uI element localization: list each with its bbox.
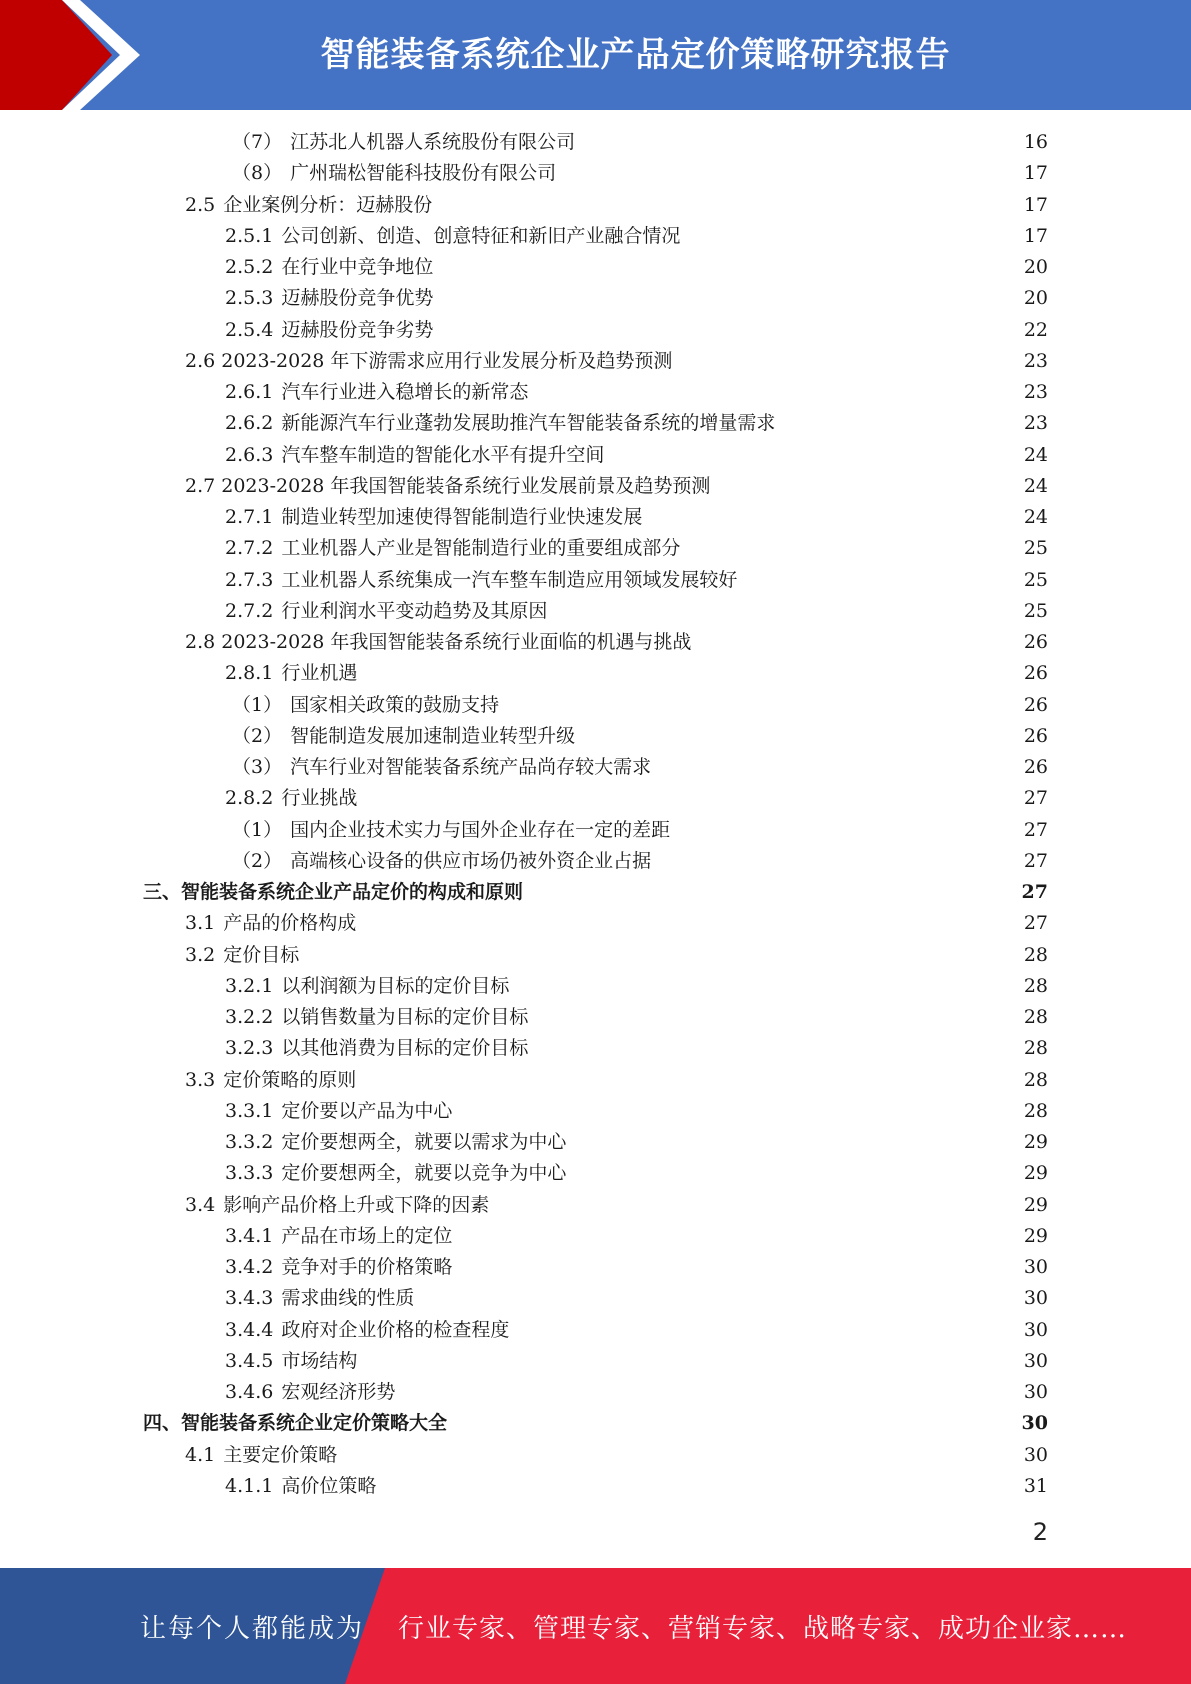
toc-dot-leader (672, 815, 1022, 846)
toc-entry[interactable] (143, 1408, 1048, 1439)
toc-dot-leader (712, 471, 1021, 502)
toc-entry[interactable] (185, 471, 1048, 502)
toc-dot-leader (454, 1096, 1021, 1127)
document-title: 智能装备系统企业产品定价策略研究报告 (320, 35, 951, 75)
toc-dot-leader (358, 908, 1022, 939)
toc-dot-leader (339, 1440, 1022, 1471)
toc-entry-page: 30 (1023, 1443, 1048, 1466)
toc-entry-page: 28 (1023, 1068, 1048, 1091)
toc-dot-leader (511, 971, 1021, 1002)
toc-dot-leader (416, 1283, 1021, 1314)
toc-dot-leader (359, 783, 1021, 814)
toc-entry-number: 3.4.3 (225, 1287, 274, 1310)
toc-entry[interactable] (225, 1315, 1048, 1346)
toc-entry-page: 26 (1023, 724, 1048, 747)
toc-entry-number: 3.4.4 (225, 1318, 274, 1341)
toc-entry-label: 以其他消费为目标的定价目标 (281, 1037, 529, 1060)
toc-entry-page: 27 (1023, 818, 1048, 841)
toc-entry-number: 3.4.6 (225, 1381, 274, 1403)
toc-entry[interactable] (185, 908, 1048, 939)
toc-dot-leader (606, 440, 1021, 471)
toc-entry-label: 迈赫股份竞争优势 (281, 287, 434, 310)
toc-dot-leader (491, 1190, 1022, 1221)
toc-entry[interactable] (232, 690, 1048, 721)
toc-entry-page: 30 (1021, 1412, 1048, 1435)
toc-entry[interactable] (225, 408, 1048, 439)
toc-entry-number: （8） (232, 162, 283, 185)
toc-entry-number: 3.3.1 (225, 1099, 274, 1122)
toc-entry-label: 2.6 2023-2028 年下游需求应用行业发展分析及趋势预测 (185, 349, 673, 372)
toc-entry-label: 政府对企业价格的检查程度 (281, 1318, 510, 1341)
toc-dot-leader (378, 1471, 1021, 1502)
toc-dot-leader (558, 158, 1022, 189)
toc-entry-page: 26 (1023, 662, 1048, 685)
toc-dot-leader (501, 690, 1022, 721)
toc-entry-number: 3.3.3 (225, 1162, 274, 1185)
toc-entry-label: 以销售数量为目标的定价目标 (281, 1006, 529, 1028)
toc-entry[interactable] (232, 127, 1048, 158)
toc-entry[interactable] (225, 1283, 1048, 1314)
toc-entry-label: 行业利润水平变动趋势及其原因 (281, 599, 548, 622)
toc-entry-label: 新能源汽车行业蓬勃发展助推汽车智能装备系统的增量需求 (281, 412, 776, 435)
toc-entry-number: 3.2.3 (225, 1037, 274, 1060)
toc-entry-label: 市场结构 (281, 1349, 358, 1372)
toc-entry-page: 30 (1023, 1256, 1048, 1278)
toc-dot-leader (682, 533, 1021, 564)
toc-dot-leader (449, 1408, 1020, 1439)
toc-entry-page: 17 (1023, 193, 1048, 216)
toc-dot-leader (525, 877, 1020, 908)
toc-entry-label: 2.8 2023-2028 年我国智能装备系统行业面临的机遇与挑战 (185, 631, 692, 653)
toc-dot-leader (358, 1065, 1022, 1096)
toc-entry[interactable] (225, 440, 1048, 471)
toc-entry-number: 2.6.3 (225, 443, 274, 466)
toc-entry[interactable] (185, 346, 1048, 377)
toc-entry[interactable] (143, 877, 1048, 908)
toc-entry-label: 以利润额为目标的定价目标 (281, 974, 510, 997)
toc-entry-label: 影响产品价格上升或下降的因素 (223, 1193, 490, 1216)
header-arrow-decoration (0, 0, 150, 110)
toc-entry-page: 28 (1023, 943, 1048, 966)
toc-entry-number: 2.7.1 (225, 506, 274, 528)
toc-entry-number: 3.3 (185, 1068, 216, 1091)
toc-entry-label: 工业机器人系统集成一汽车整车制造应用领域发展较好 (281, 568, 738, 591)
toc-entry-page: 22 (1023, 318, 1048, 341)
toc-entry-number: （1） (232, 693, 283, 716)
toc-entry[interactable] (225, 1471, 1048, 1502)
toc-entry[interactable] (225, 315, 1048, 346)
toc-entry-number: 2.5.4 (225, 318, 274, 341)
toc-entry-page: 24 (1023, 443, 1048, 466)
toc-dot-leader (739, 565, 1021, 596)
toc-entry-label: 在行业中竞争地位 (281, 256, 434, 278)
toc-entry-label: 主要定价策略 (223, 1443, 338, 1466)
toc-entry[interactable] (225, 283, 1048, 314)
page-number: 2 (1032, 1518, 1048, 1546)
toc-entry-label: 行业挑战 (281, 787, 358, 810)
toc-entry-page: 30 (1023, 1381, 1048, 1403)
toc-entry-page: 20 (1023, 287, 1048, 310)
toc-entry-number: 3.2.1 (225, 974, 274, 997)
toc-entry-number: 2.7.2 (225, 537, 274, 560)
toc-entry[interactable] (225, 1002, 1048, 1033)
toc-entry-label: 制造业转型加速使得智能制造行业快速发展 (281, 506, 643, 528)
toc-entry-page: 23 (1023, 381, 1048, 403)
toc-dot-leader (549, 596, 1021, 627)
toc-entry[interactable] (225, 1158, 1048, 1189)
toc-entry-label: 迈赫股份竞争劣势 (281, 318, 434, 341)
toc-entry[interactable] (185, 1440, 1048, 1471)
toc-entry-number: 2.5 (185, 193, 216, 216)
toc-dot-leader (530, 377, 1021, 408)
toc-dot-leader (301, 940, 1022, 971)
toc-entry[interactable] (232, 815, 1048, 846)
toc-entry-page: 23 (1023, 349, 1048, 372)
toc-dot-leader (530, 1033, 1021, 1064)
toc-entry-page: 29 (1023, 1224, 1048, 1247)
toc-dot-leader (434, 190, 1022, 221)
toc-entry-page: 28 (1023, 1099, 1048, 1122)
toc-entry-number: （1） (232, 818, 283, 841)
toc-dot-leader (397, 1377, 1021, 1408)
toc-entry-label: 高端核心设备的供应市场仍被外资企业占据 (290, 849, 652, 872)
toc-entry[interactable] (232, 158, 1048, 189)
toc-entry-page: 30 (1023, 1287, 1048, 1310)
toc-entry-number: 3.2.2 (225, 1006, 274, 1028)
toc-dot-leader (435, 315, 1021, 346)
toc-entry-number: 3.4.5 (225, 1349, 274, 1372)
toc-dot-leader (454, 1252, 1021, 1283)
toc-entry[interactable] (225, 1127, 1048, 1158)
toc-entry-label: 定价目标 (223, 943, 300, 966)
toc-dot-leader (644, 502, 1021, 533)
toc-entry-label: 需求曲线的性质 (281, 1287, 415, 1310)
toc-entry-number: 3.4.1 (225, 1224, 274, 1247)
toc-entry-page: 17 (1023, 224, 1048, 247)
toc-entry-label: 产品在市场上的定位 (281, 1224, 453, 1247)
toc-entry-label: 国家相关政策的鼓励支持 (290, 693, 500, 716)
footer-slogan-right: 行业专家、管理专家、营销专家、战略专家、成功企业家…… (398, 1614, 1128, 1644)
toc-entry-page: 28 (1023, 1006, 1048, 1028)
toc-entry-label: 宏观经济形势 (281, 1381, 396, 1403)
toc-dot-leader (530, 1002, 1021, 1033)
toc-dot-leader (511, 1315, 1021, 1346)
toc-entry-label: 智能制造发展加速制造业转型升级 (290, 724, 576, 747)
toc-entry-number: （2） (232, 849, 283, 872)
toc-entry[interactable] (185, 627, 1048, 658)
toc-entry-number: 2.8.2 (225, 787, 274, 810)
toc-dot-leader (577, 127, 1022, 158)
toc-entry[interactable] (225, 565, 1048, 596)
toc-entry-page: 30 (1023, 1318, 1048, 1341)
toc-entry[interactable] (185, 1065, 1048, 1096)
toc-entry-label: 汽车行业进入稳增长的新常态 (281, 381, 529, 403)
toc-entry-page: 17 (1023, 162, 1048, 185)
toc-entry-page: 25 (1023, 599, 1048, 622)
toc-entry-number: 2.5.1 (225, 224, 274, 247)
toc-entry-number: （7） (232, 131, 283, 153)
toc-entry-page: 26 (1023, 693, 1048, 716)
toc-entry[interactable] (225, 533, 1048, 564)
toc-entry-page: 24 (1023, 474, 1048, 497)
toc-entry-page: 29 (1023, 1193, 1048, 1216)
toc-entry-page: 23 (1023, 412, 1048, 435)
toc-dot-leader (359, 1346, 1021, 1377)
toc-entry-label: 汽车整车制造的智能化水平有提升空间 (281, 443, 605, 466)
toc-dot-leader (359, 658, 1021, 689)
toc-entry-number: 2.7.2 (225, 599, 274, 622)
toc-entry-number: 3.3.2 (225, 1131, 274, 1153)
toc-entry-label: 企业案例分析：迈赫股份 (223, 193, 433, 216)
toc-entry-label: 2.7 2023-2028 年我国智能装备系统行业发展前景及趋势预测 (185, 474, 711, 497)
toc-entry-number: 3.4.2 (225, 1256, 274, 1278)
toc-entry-page: 27 (1023, 849, 1048, 872)
toc-dot-leader (577, 721, 1022, 752)
toc-entry[interactable] (225, 1033, 1048, 1064)
toc-dot-leader (568, 1127, 1021, 1158)
toc-entry-label: 定价策略的原则 (223, 1068, 357, 1091)
toc-entry-page: 24 (1023, 506, 1048, 528)
toc-entry-label: 公司创新、创造、创意特征和新旧产业融合情况 (281, 224, 681, 247)
toc-entry-page: 28 (1023, 974, 1048, 997)
toc-entry-page: 29 (1023, 1162, 1048, 1185)
toc-entry[interactable] (225, 502, 1048, 533)
toc-entry-label: 广州瑞松智能科技股份有限公司 (290, 162, 557, 185)
toc-entry[interactable] (225, 1346, 1048, 1377)
toc-dot-leader (435, 283, 1021, 314)
toc-entry-page: 26 (1023, 756, 1048, 778)
toc-entry[interactable] (232, 846, 1048, 877)
toc-dot-leader (693, 627, 1021, 658)
toc-entry[interactable] (225, 596, 1048, 627)
toc-dot-leader (454, 1221, 1021, 1252)
toc-entry[interactable] (225, 971, 1048, 1002)
toc-entry-label: 三、智能装备系统企业产品定价的构成和原则 (143, 881, 524, 903)
toc-entry-number: 3.4 (185, 1193, 216, 1216)
toc-entry-page: 20 (1023, 256, 1048, 278)
toc-entry[interactable] (185, 940, 1048, 971)
toc-dot-leader (653, 846, 1022, 877)
toc-entry-number: 4.1 (185, 1443, 216, 1466)
toc-dot-leader (674, 346, 1021, 377)
toc-entry-page: 25 (1023, 568, 1048, 591)
toc-entry-label: 四、智能装备系统企业定价策略大全 (143, 1412, 448, 1435)
toc-entry-page: 31 (1023, 1474, 1048, 1497)
toc-entry[interactable] (225, 783, 1048, 814)
toc-dot-leader (568, 1158, 1021, 1189)
toc-entry-number: 2.6.1 (225, 381, 274, 403)
toc-entry-number: 2.5.2 (225, 256, 274, 278)
toc-entry-page: 29 (1023, 1131, 1048, 1153)
toc-entry-label: 行业机遇 (281, 662, 358, 685)
toc-entry[interactable] (225, 1221, 1048, 1252)
toc-entry-page: 27 (1023, 912, 1048, 935)
toc-entry[interactable] (232, 721, 1048, 752)
toc-entry[interactable] (225, 1377, 1048, 1408)
toc-entry-number: 2.6.2 (225, 412, 274, 435)
toc-entry-label: 定价要想两全，就要以需求为中心 (281, 1131, 567, 1153)
toc-dot-leader (435, 252, 1021, 283)
toc-entry-page: 16 (1023, 131, 1048, 153)
toc-entry-page: 26 (1023, 631, 1048, 653)
toc-entry[interactable] (225, 221, 1048, 252)
toc-entry-number: （2） (232, 724, 283, 747)
toc-entry-label: 产品的价格构成 (223, 912, 357, 935)
toc-entry-page: 28 (1023, 1037, 1048, 1060)
toc-entry-number: （3） (232, 756, 283, 778)
toc-entry[interactable] (232, 752, 1048, 783)
toc-entry-page: 30 (1023, 1349, 1048, 1372)
toc-entry[interactable] (225, 252, 1048, 283)
toc-entry[interactable] (185, 190, 1048, 221)
toc-entry[interactable] (225, 1096, 1048, 1127)
toc-entry-number: 2.5.3 (225, 287, 274, 310)
toc-entry-number: 3.2 (185, 943, 216, 966)
toc-dot-leader (777, 408, 1021, 439)
toc-dot-leader (653, 752, 1022, 783)
toc-entry-label: 江苏北人机器人系统股份有限公司 (290, 131, 576, 153)
toc-entry-label: 工业机器人产业是智能制造行业的重要组成部分 (281, 537, 681, 560)
toc-entry-label: 高价位策略 (281, 1474, 377, 1497)
toc-entry[interactable] (225, 1252, 1048, 1283)
footer-slogan-left: 让每个人都能成为 (140, 1614, 365, 1644)
toc-entry[interactable] (225, 377, 1048, 408)
toc-dot-leader (682, 221, 1021, 252)
toc-entry-number: 3.1 (185, 912, 216, 935)
toc-entry-page: 27 (1023, 787, 1048, 810)
toc-entry-number: 2.7.3 (225, 568, 274, 591)
toc-entry-label: 竞争对手的价格策略 (281, 1256, 453, 1278)
page-header (0, 0, 1191, 110)
toc-entry[interactable] (225, 658, 1048, 689)
toc-entry-number: 2.8.1 (225, 662, 274, 685)
toc-entry-page: 25 (1023, 537, 1048, 560)
toc-entry-label: 定价要想两全，就要以竞争为中心 (281, 1162, 567, 1185)
toc-entry[interactable] (185, 1190, 1048, 1221)
toc-entry-label: 汽车行业对智能装备系统产品尚存较大需求 (290, 756, 652, 778)
toc-entry-number: 4.1.1 (225, 1474, 274, 1497)
toc-entry-page: 27 (1021, 881, 1048, 903)
page-footer (0, 1568, 1191, 1684)
toc-entry-label: 国内企业技术实力与国外企业存在一定的差距 (290, 818, 671, 841)
toc-entry-label: 定价要以产品为中心 (281, 1099, 453, 1122)
